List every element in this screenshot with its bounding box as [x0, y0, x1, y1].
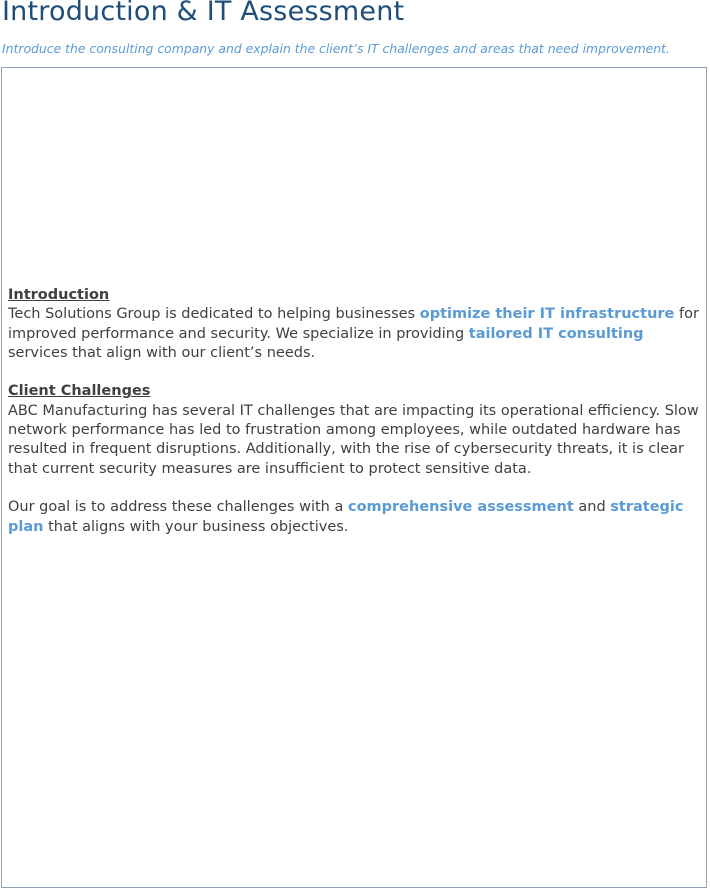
client-challenges-heading: Client Challenges — [8, 383, 151, 400]
client-challenges-section — [8, 382, 700, 478]
goal-text-2: and — [573, 499, 611, 516]
goal-text-1: Our goal is to address these challenges with a — [8, 499, 348, 516]
page-subtitle: Introduce the consulting company and explain the client’s IT challenges and areas that need improvement. — [2, 41, 670, 56]
introduction-highlight-2: tailored IT consulting — [468, 325, 644, 342]
goal-text-3: that aligns with your business objectives. — [43, 518, 349, 535]
introduction-highlight-1: optimize their IT infrastructure — [419, 306, 675, 323]
introduction-section — [8, 286, 700, 363]
page-title: Introduction & IT Assessment — [2, 0, 405, 27]
goal-highlight-2: strategic plan — [8, 499, 684, 535]
introduction-text-3: services that align with our client’s needs. — [8, 344, 316, 361]
introduction-text-2: for improved performance and security. We specialize in providing — [8, 306, 699, 342]
document-body — [8, 286, 700, 537]
goal-highlight-1: comprehensive assessment — [347, 499, 574, 516]
introduction-text-1: Tech Solutions Group is dedicated to helping businesses — [8, 306, 420, 323]
introduction-heading: Introduction — [8, 287, 110, 303]
goal-section — [8, 498, 700, 537]
client-challenges-text: ABC Manufacturing has several IT challenges that are impacting its operational efficiency. Slow network performance has led to frustration among employees, while outdated hardware has resulted in frequent disruptions. Additionally, with the rise of cybersecurity threats, it is clear that current security measures are insufficient to protect sensitive data. — [8, 402, 699, 477]
